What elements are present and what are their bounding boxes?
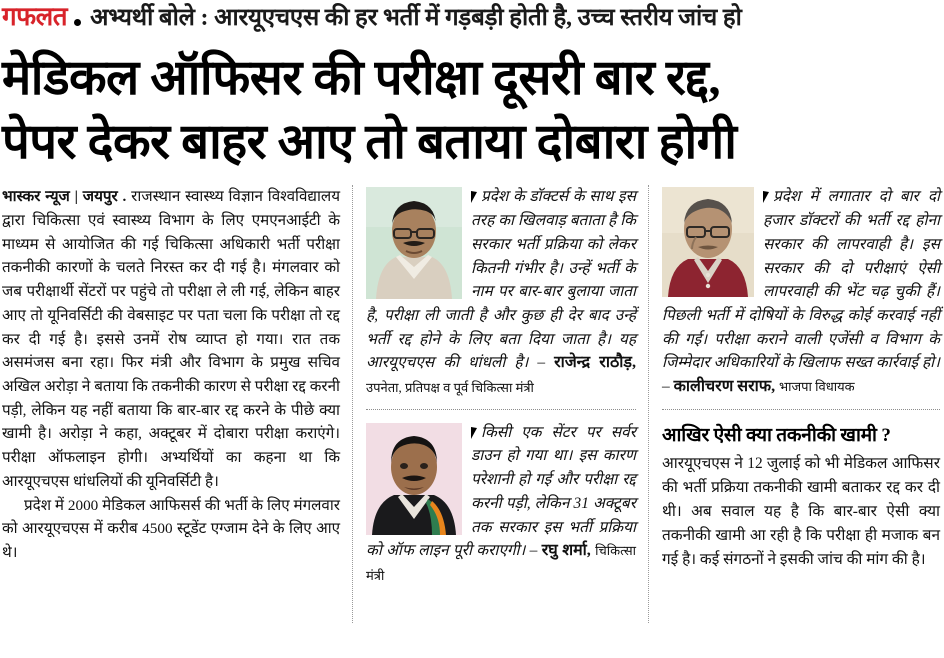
quote-marker-icon xyxy=(471,191,477,203)
column-divider xyxy=(352,185,353,623)
main-story-para-2: प्रदेश में 2000 मेडिकल आफिसर्स की भर्ती के लिए मंगलवार को आरयूएचएस में करीब 4500 स्टूडेंट एग्जाम देने के लिए आए थे। xyxy=(2,496,340,561)
kicker-text: अभ्यर्थी बोले : आरयूएचएस की हर भर्ती में गड़बड़ी होती है, उच्च स्तरीय जांच हो xyxy=(90,5,742,31)
bullet-icon xyxy=(74,19,81,26)
main-story-body xyxy=(2,185,340,564)
headline-line-2: पेपर देकर बाहर आए तो बताया दोबारा होगी xyxy=(2,113,737,169)
quote-text-rathore: प्रदेश के डॉक्टर्स के साथ इस तरह का खिलवाड़ बताता है कि सरकार भर्ती प्रक्रिया को लेकर कितनी गंभीर है। उन्हें भर्ती के नाम पर बार-बार बुलाया जाता है, परीक्षा ली जाती है और कुछ ही देर बाद उन्हें भर्ती रद्द होने के लिए बता दिया जाता है। यह आरयूएचएस की धांधली है। – xyxy=(366,188,636,372)
quote-role-saraf: भाजपा विधायक xyxy=(778,379,855,395)
portrait-rajendra-rathore xyxy=(366,187,462,299)
dateline: जयपुर . xyxy=(82,188,127,206)
quote-divider xyxy=(366,409,636,410)
quote-author-rathore: राजेन्द्र राठौड़, xyxy=(554,354,636,372)
kicker-tag: गफलत xyxy=(2,2,68,31)
column-main-story xyxy=(0,185,352,623)
quote-author-saraf: कालीचरण सराफ, xyxy=(673,378,776,396)
column-quotes-2 xyxy=(648,185,944,623)
portrait-raghu-sharma xyxy=(366,423,462,535)
sidebar-box xyxy=(662,421,940,572)
quote-text-sharma: किसी एक सेंटर पर सर्वर डाउन हो गया था। इस कारण परेशानी हो गई और परीक्षा रद्द करनी पड़ी, लेकिन 31 अक्टूबर तक सरकार इस भर्ती प्रक्रिया को ऑफ लाइन पूरी कराएगी। – xyxy=(366,423,636,560)
sidebar-body: आरयूएचएस ने 12 जुलाई को भी मेडिकल आफिसर की भर्ती प्रक्रिया तकनीकी खामी बताकर रद्द कर दी थी। अब सवाल यह है कि बार-बार ऐसी क्या तकनीकी खामी आ रही है कि परीक्षा ही मजाक बन गई है। कई संगठनों ने इसकी जांच की मांग की है। xyxy=(662,454,940,568)
column-divider xyxy=(648,185,649,623)
kicker-row xyxy=(0,0,944,44)
portrait-kalicharan-saraf xyxy=(662,187,754,297)
quote-text-saraf: प्रदेश में लगातार दो बार दो हजार डॉक्टरों की भर्ती रद्द होना सरकार की लापरवाही है। इस सरकार की दो परीक्षाएं ऐसी लापरवाही की भेंट चढ़ चुकी हैं। पिछली भर्ती में दोषियों के विरुद्ध कोई करवाई नहीं की गई। परीक्षा कराने वाली एजेंसी व विभाग के जिम्मेदार अधिकारियों के खिलाफ सख्त कार्रवाई हो। – xyxy=(662,188,940,396)
quote-raghu-sharma xyxy=(366,421,636,588)
byline: भास्कर न्यूज xyxy=(2,188,70,206)
portrait-art-sharma xyxy=(366,423,462,535)
main-story-text-1: राजस्थान स्वास्थ्य विज्ञान विश्वविद्यालय द्वारा चिकित्सा एवं स्वास्थ्य विभाग के लिए एमएनआईटी के माध्यम से आयोजित की गई चिकित्सा अधिकारी भर्ती परीक्षा तकनीकी कारणों के चलते निरस्त कर दी गई है। मंगलवार को जब परीक्षार्थी सेंटरों पर पहुंचे तो परीक्षा ले ली गई, लेकिन बाहर आए तो यूनिवर्सिटी की वेबसाइट पर पता चला कि परीक्षा तो रद्द कर दी गई है। इससे उनमें रोष व्याप्त हो गया। रात तक असमंजस बना रहा। फिर मंत्री और विभाग के प्रमुख सचिव अखिल अरोड़ा ने बताया कि तकनीकी कारण से परीक्षा रद्द करनी पड़ी, लेकिन यह नहीं बताया कि बार-बार रद्द करने के पीछे क्या खामी है। अरोड़ा ने कहा, अक्टूबर में दोबारा परीक्षा कराएंगे। परीक्षा ऑफलाइन होगी। अभ्यर्थियों का कहना था कि आरयूएचएस धांधलियों की यूनिवर्सिटी है। xyxy=(2,188,341,490)
quote-rajendra-rathore xyxy=(366,185,636,399)
column-quotes-1 xyxy=(352,185,648,623)
quote-kalicharan-saraf xyxy=(662,185,940,399)
article-columns xyxy=(0,185,944,623)
sidebar-heading: आखिर ऐसी क्या तकनीकी खामी ? xyxy=(662,424,891,446)
portrait-art-saraf xyxy=(662,187,754,297)
portrait-art-rathore xyxy=(366,187,462,299)
headline-line-1: मेडिकल ऑफिसर की परीक्षा दूसरी बार रद्द, xyxy=(2,50,721,105)
main-story-para-1 xyxy=(2,185,340,493)
sidebar-divider xyxy=(662,409,940,410)
quote-role-rathore: उपनेता, प्रतिपक्ष व पूर्व चिकित्सा मंत्री xyxy=(366,380,534,396)
quote-author-sharma: रघु शर्मा, xyxy=(541,542,591,560)
quote-marker-icon xyxy=(763,191,769,203)
byline-separator: | xyxy=(74,188,78,206)
headline xyxy=(0,44,944,173)
quote-role-sharma: चिकित्सा मंत्री xyxy=(366,543,636,583)
quote-marker-icon xyxy=(471,427,477,439)
